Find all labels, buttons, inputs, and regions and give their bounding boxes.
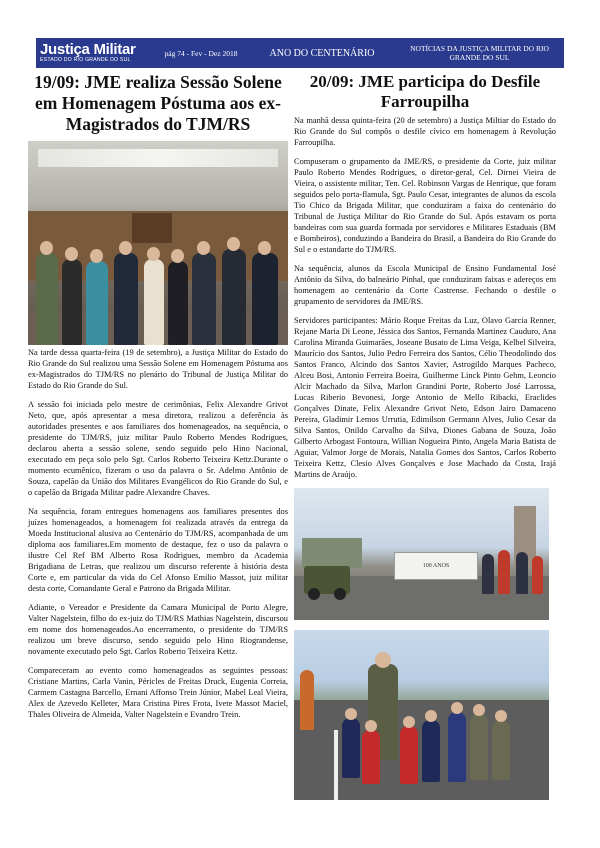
section-label: NOTÍCIAS DA JUSTIÇA MILITAR DO RIO GRANDE DO SUL <box>410 44 549 62</box>
children-photo <box>294 630 549 800</box>
left-paragraph: A sessão foi iniciada pelo mestre de cerimônias, Felix Alexandre Grivot Neto, que, após apresentar a mesa diretora, realizou a deferência às autoridades presentes e aos familiares dos homenageados, na sequência, o presidente do TJM/RS, juiz militar Paulo Roberto Mendes Rodrigues, declarou aberta a sessão solene, sendo seguido pelo Hino Nacional, executado em peça solo pelo Sgt. Carlos Roberto Teixeira Kettz.Durante o momento ecumênico, fizeram o uso da palavra o Sr. Adelmo Antônio de Souza, capelão da União dos Militares Evangélicos do Rio Grande do Sul, e o capelão da Brigada Militar padre Alexandre Chaves. <box>28 400 288 497</box>
right-paragraph: Servidores participantes: Mário Roque Freitas da Luz, Olavo Garcia Renner, Rejane Maria Di Leone, Jéssica dos Santos, Fernanda Martinez Cauduro, Ana Carolina Miranda Guimarães, Joseane Busato de Lima Veiga, Kelbel Silveira, Maurício dos Santos, Julio Pedro Ferreira dos Santos, Célio Theodolindo dos Santos Franco, Alcindo dos Santos Xavier, Astrogildo Marques Pacheco, Alceu Bosi, Antonio Ferreira Boeira, Guilherme Linck Pinto Gehm, Leoncio Alcir Machado da Silva, Marlon Grandini Porte, Roberto José Larrossa, Lucas Riberio Bevonesi, Jorge Antonio de Mello Ribacki, Eraclides Gonçalves Dinate, Felix Alexandre Grivot Neto, Edson Jairo Damaceno Pereira, Gladimir Lemos Urrutia, Edimilson Germann Alves, Julio Cesar da Silva Santos, Onildo Carvalho da Silva, Diones Gabana de Souza, João Gilberto Arbogast Fontoura, Willian Nogueira Pinto, Angela Maria Batista de Aguiar, Valmor Jorge de Morais, Natalia Gomes dos Santos, Carlos Roberto Teixeira Kettz, Clesio Alves Gonçalves e Jose Machado da Costa, Irajá Martins de Araújo. <box>294 316 556 479</box>
right-paragraph: Na manhã dessa quinta-feira (20 de setembro) a Justiça Miltiar do Estado do Rio Grande do Sul compôs o desfile cívico em homenagem à Revolução Farroupilha. <box>294 116 556 147</box>
right-column <box>294 72 556 800</box>
parade-banner: 100 ANOS <box>394 552 478 580</box>
left-article-title: 19/09: JME realiza Sessão Solene em Homenagem Póstuma aos ex-Magistrados do TJM/RS <box>34 72 282 134</box>
right-paragraph: Compuseram o grupamento da JME/RS, o presidente da Corte, juiz militar Paulo Roberto Mendes Rodrigues, o diretor-geral, Cel. Dirnei Vieira de Vieira, o assistente militar, Ten. Cel. Robinson Vargas de Henrique, que foram seguidos pelo porta-flamula, Sgt. Paulo Cesar, integrantes de alunos da escola Tio Chico da Brigada Militar, que conduziram a faixa do centenário do Tribunal de Justiça Militar do Rio Grande do Sul. Após estavam os porta bandeiras com sua guarda formada por servidores e Militares Estaduais (BM e Bombeiros), conduzindo a Bandeira do Brasil, a Bandeira do Rio Grande do Sul e o estandarte do TJM/RS. <box>294 157 556 254</box>
right-article-title: 20/09: JME participa do Desfile Farroupilha <box>309 72 541 111</box>
left-paragraph: Na sequência, foram entregues homenagens aos familiares presentes dos juízes homenageados, a homenagem foi realizada através da entrega da Moeda Institucional alusiva ao Centenário do TJM/RS, acompanhada de um diploma aos familiares.Em momento de destaque, fez o uso da palavra o ilustre Cel Ref BM Alberto Rosa Rodrigues, membro da Academia Brigadiana de Letras, que realizou um discurso referente à história desta Corte e, em particular da vida do Cel Afonso Emilio Massot, juiz militar desta corte, Comandante Geral e Patrono da Brigada Militar. <box>28 507 288 593</box>
centenario-label: ANO DO CENTENÁRIO <box>269 47 375 59</box>
page-header <box>36 38 564 68</box>
right-paragraph: Na sequência, alunos da Escola Municipal de Ensino Fundamental José Antônio da Silva, do balneário Pinhal, que conduziram faixas e adereços em homenagem ao centenário da Corte Castrense. Fechando o desfile o grupamento de servidores da JME/RS. <box>294 264 556 306</box>
logo-subtitle: ESTADO DO RIO GRANDE DO SUL <box>40 57 131 63</box>
left-paragraph: Adiante, o Vereador e Presidente da Camara Municipal de Porto Alegre, Valter Nagelstein, filho do ex-juiz do TJM/RS Mathias Nagelstein, discursou em nome dos homenageados.Ao encerramento, o presidente do TJM/RS realizou um breve discurso, sendo seguido pelo Hino Riograndense, novamente executado pelo Sgt. Carlos Roberto Teixeira Kettz. <box>28 603 288 656</box>
logo-title: Justiça Militar <box>40 41 136 58</box>
left-paragraph: Compareceram ao evento como homenageados as seguintes pessoas: Cristiane Martins, Carla Vanin, Péricles de Freitas Druck, Eugenia Correia, Carmem Castagna Barcello, Ernani Affonso Trein Júnior, Mabel Leal Vieira, Alex de Azevedo Kelleter, Mara Cristina Pires Frota, Ivete Massot Maciel, Thales Oliveira de Almeida, Valter Nagelstein e Evandro Trein. <box>28 666 288 719</box>
left-paragraph: Na tarde dessa quarta-feira (19 de setembro), a Justiça Militar do Estado do Rio Grande do Sul realizou uma Sessão Solene em Homenagem Póstuma aos ex-Magistrados do TJM/RS no plenário do Tribunal de Justiça Militar do Estado do Rio Grande do Sul. <box>28 348 288 390</box>
parade-photo <box>294 488 549 620</box>
ceremony-photo <box>28 141 288 345</box>
left-column <box>28 72 288 728</box>
logo <box>36 38 155 68</box>
page-info: pág 74 - Fev - Dez 2018 <box>164 48 238 58</box>
